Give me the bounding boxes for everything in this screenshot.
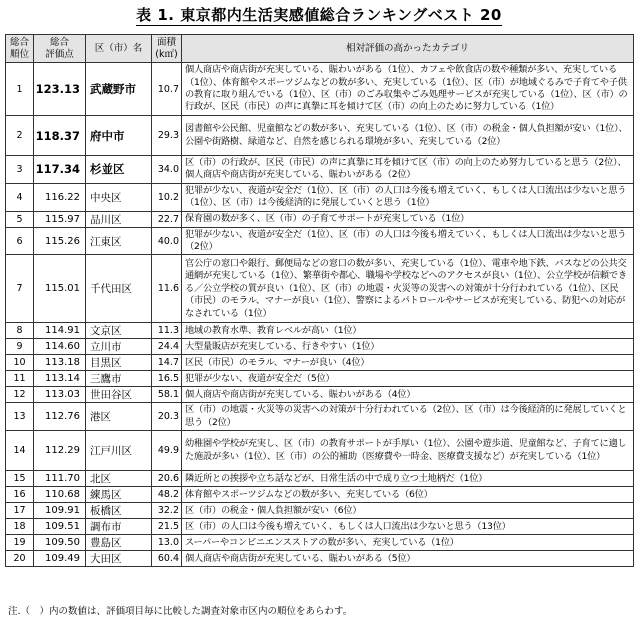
table-row <box>6 323 634 339</box>
category-cell: 個人商店や商店街が充実している、賑わいがある（1位）、カフェや飲食店の数や種類が多い、充実している（1位）、体育館やスポーツジムなどの数が多い、充実している（1位）、区（市）が地域ぐるみで子育てや子供の教育に取り組んでいる（1位）、区（市）のごみ収集やごみ処理サービスが充実している（1位）、区（市）の行政が、区民（市民）の声に真摯に耳を傾けて区（市）の向上のために努力している（1位） <box>182 63 634 116</box>
rank-cell: 11 <box>6 371 34 387</box>
score-cell: 113.03 <box>34 387 86 403</box>
score-cell: 113.18 <box>34 355 86 371</box>
rank-cell: 3 <box>6 156 34 184</box>
score-cell: 117.34 <box>34 156 86 184</box>
category-cell: 犯罪が少ない、夜道が安全だ（1位）、区（市）の人口は今後も増えていく、もしくは人口流出は少ないと思う（2位） <box>182 227 634 255</box>
municipality-cell: 大田区 <box>86 551 152 567</box>
score-cell: 115.26 <box>34 227 86 255</box>
score-cell: 114.60 <box>34 339 86 355</box>
area-cell: 24.4 <box>152 339 182 355</box>
category-cell: 区民（市民）のモラル、マナーが良い（4位） <box>182 355 634 371</box>
rank-cell: 10 <box>6 355 34 371</box>
area-cell: 49.9 <box>152 431 182 471</box>
category-cell: 区（市）の人口は今後も増えていく、もしくは人口流出は少ないと思う（13位） <box>182 519 634 535</box>
rank-cell: 13 <box>6 403 34 431</box>
area-cell: 20.6 <box>152 471 182 487</box>
municipality-cell: 中央区 <box>86 183 152 211</box>
rank-cell: 16 <box>6 487 34 503</box>
municipality-cell: 武蔵野市 <box>86 63 152 116</box>
category-cell: 区（市）の地震・火災等の災害への対策が十分行われている（2位）、区（市）は今後経済的に発展していくと思う（2位） <box>182 403 634 431</box>
score-cell: 113.14 <box>34 371 86 387</box>
score-cell: 112.76 <box>34 403 86 431</box>
table-row <box>6 255 634 323</box>
area-cell: 16.5 <box>152 371 182 387</box>
area-cell: 11.6 <box>152 255 182 323</box>
table-row <box>6 227 634 255</box>
table-row <box>6 156 634 184</box>
table-row <box>6 431 634 471</box>
area-cell: 13.0 <box>152 535 182 551</box>
header-muni: 区（市）名 <box>86 35 152 63</box>
area-cell: 10.2 <box>152 183 182 211</box>
municipality-cell: 品川区 <box>86 211 152 227</box>
area-cell: 14.7 <box>152 355 182 371</box>
category-cell: 犯罪が少ない、夜道が安全だ（1位）、区（市）の人口は今後も増えていく、もしくは人口流出は少ないと思う（1位）、区（市）は今後経済的に発展していくと思う（1位） <box>182 183 634 211</box>
table-row <box>6 403 634 431</box>
municipality-cell: 江東区 <box>86 227 152 255</box>
category-cell: スーパーやコンビニエンスストアの数が多い、充実している（1位） <box>182 535 634 551</box>
municipality-cell: 杉並区 <box>86 156 152 184</box>
score-cell: 116.22 <box>34 183 86 211</box>
category-cell: 個人商店や商店街が充実している、賑わいがある（4位） <box>182 387 634 403</box>
municipality-cell: 三鷹市 <box>86 371 152 387</box>
rank-cell: 7 <box>6 255 34 323</box>
table-row <box>6 503 634 519</box>
category-cell: 地域の教育水準、教育レベルが高い（1位） <box>182 323 634 339</box>
category-cell: 図書館や公民館、児童館などの数が多い、充実している（1位）、区（市）の税金・個人負担額が安い（1位）、公園や街路樹、緑道など、自然を感じられる環境が多い、充実している（2位） <box>182 116 634 156</box>
header-row <box>6 35 634 63</box>
area-cell: 48.2 <box>152 487 182 503</box>
table-row <box>6 211 634 227</box>
rank-cell: 17 <box>6 503 34 519</box>
area-cell: 21.5 <box>152 519 182 535</box>
ranking-table <box>5 34 634 567</box>
score-cell: 123.13 <box>34 63 86 116</box>
rank-cell: 18 <box>6 519 34 535</box>
score-cell: 115.01 <box>34 255 86 323</box>
table-row <box>6 551 634 567</box>
rank-cell: 2 <box>6 116 34 156</box>
table-row <box>6 63 634 116</box>
score-cell: 109.50 <box>34 535 86 551</box>
score-cell: 114.91 <box>34 323 86 339</box>
rank-cell: 19 <box>6 535 34 551</box>
municipality-cell: 文京区 <box>86 323 152 339</box>
area-cell: 20.3 <box>152 403 182 431</box>
area-cell: 40.0 <box>152 227 182 255</box>
rank-cell: 20 <box>6 551 34 567</box>
score-cell: 110.68 <box>34 487 86 503</box>
municipality-cell: 豊島区 <box>86 535 152 551</box>
area-cell: 11.3 <box>152 323 182 339</box>
rank-cell: 5 <box>6 211 34 227</box>
score-cell: 111.70 <box>34 471 86 487</box>
rank-cell: 14 <box>6 431 34 471</box>
municipality-cell: 千代田区 <box>86 255 152 323</box>
header-category: 相対評価の高かったカテゴリ <box>182 35 634 63</box>
table-row <box>6 183 634 211</box>
table-row <box>6 387 634 403</box>
category-cell: 大型量販店が充実している、行きやすい（1位） <box>182 339 634 355</box>
header-score: 総合 評価点 <box>34 35 86 63</box>
area-cell: 22.7 <box>152 211 182 227</box>
municipality-cell: 目黒区 <box>86 355 152 371</box>
municipality-cell: 北区 <box>86 471 152 487</box>
table-row <box>6 471 634 487</box>
category-cell: 区（市）の税金・個人負担額が安い（6位） <box>182 503 634 519</box>
rank-cell: 4 <box>6 183 34 211</box>
area-cell: 58.1 <box>152 387 182 403</box>
rank-cell: 1 <box>6 63 34 116</box>
score-cell: 109.49 <box>34 551 86 567</box>
area-cell: 10.7 <box>152 63 182 116</box>
municipality-cell: 板橋区 <box>86 503 152 519</box>
score-cell: 112.29 <box>34 431 86 471</box>
score-cell: 109.51 <box>34 519 86 535</box>
municipality-cell: 港区 <box>86 403 152 431</box>
table-row <box>6 355 634 371</box>
category-cell: 体育館やスポーツジムなどの数が多い、充実している（6位） <box>182 487 634 503</box>
table-row <box>6 116 634 156</box>
municipality-cell: 世田谷区 <box>86 387 152 403</box>
category-cell: 保育園の数が多く、区（市）の子育てサポートが充実している（1位） <box>182 211 634 227</box>
table-row <box>6 519 634 535</box>
municipality-cell: 立川市 <box>86 339 152 355</box>
area-cell: 60.4 <box>152 551 182 567</box>
area-cell: 29.3 <box>152 116 182 156</box>
rank-cell: 8 <box>6 323 34 339</box>
rank-cell: 6 <box>6 227 34 255</box>
category-cell: 個人商店や商店街が充実している、賑わいがある（5位） <box>182 551 634 567</box>
category-cell: 幼稚園や学校が充実し、区（市）の教育サポートが手厚い（1位）、公園や遊歩道、児童館など、子育てに適した施設が多い（1位）、区（市）の公的補助（医療費や一時金、医療費支援など）が充実している（1位） <box>182 431 634 471</box>
table-row <box>6 339 634 355</box>
score-cell: 109.91 <box>34 503 86 519</box>
header-area: 面積 (k㎡) <box>152 35 182 63</box>
municipality-cell: 練馬区 <box>86 487 152 503</box>
category-cell: 隣近所との挨拶や立ち話などが、日常生活の中で成り立つ土地柄だ（1位） <box>182 471 634 487</box>
municipality-cell: 府中市 <box>86 116 152 156</box>
table-row <box>6 371 634 387</box>
table-title: 表 1. 東京都内生活実感値総合ランキングベスト 20 <box>136 6 502 24</box>
score-cell: 115.97 <box>34 211 86 227</box>
category-cell: 区（市）の行政が、区民（市民）の声に真摯に耳を傾けて区（市）の向上のため努力していると思う（2位）、個人商店や商店街が充実している、賑わいがある（2位） <box>182 156 634 184</box>
rank-cell: 15 <box>6 471 34 487</box>
area-cell: 32.2 <box>152 503 182 519</box>
category-cell: 犯罪が少ない、夜道が安全だ（5位） <box>182 371 634 387</box>
municipality-cell: 江戸川区 <box>86 431 152 471</box>
table-row <box>6 535 634 551</box>
rank-cell: 12 <box>6 387 34 403</box>
table-row <box>6 487 634 503</box>
score-cell: 118.37 <box>34 116 86 156</box>
category-cell: 官公庁の窓口や銀行、郵便局などの窓口の数が多い、充実している（1位）、電車や地下鉄、バスなどの公共交通網が充実している（1位）、繁華街や都心、職場や学校などへのアクセスが良い（1位）、公立学校が信頼できる／公立学校の質が良い（1位）、区（市）の地震・火災等の災害への対策が十分行われている（1位）、区民（市民）のモラル、マナーが良い（1位）、警察によるパトロールやサービスが充実している、防犯への対応がなされている（1位） <box>182 255 634 323</box>
rank-cell: 9 <box>6 339 34 355</box>
footnote: 注.（ ）内の数値は、評価項目毎に比較した調査対象市区内の順位をあらわす。 <box>8 606 353 617</box>
municipality-cell: 調布市 <box>86 519 152 535</box>
header-rank: 総合 順位 <box>6 35 34 63</box>
area-cell: 34.0 <box>152 156 182 184</box>
